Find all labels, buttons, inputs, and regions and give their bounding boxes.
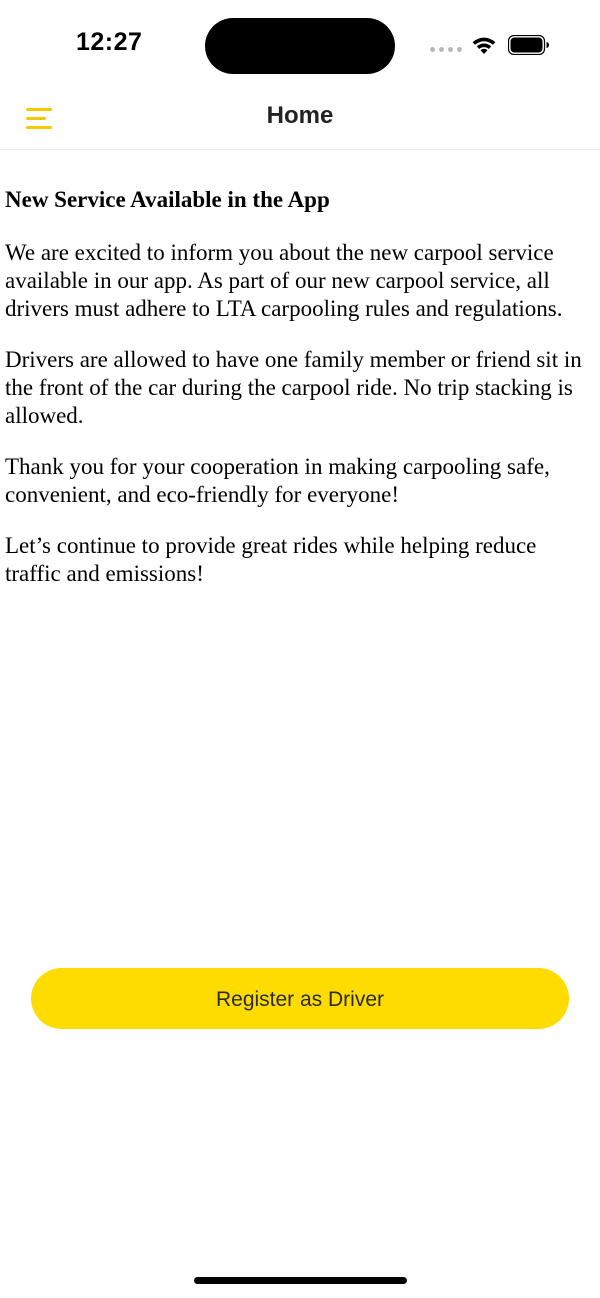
- dynamic-island: [205, 18, 395, 74]
- article-paragraph: Drivers are allowed to have one family member or friend sit in the front of the car during the carpool ride. No trip stacking is allowed.: [5, 347, 582, 428]
- wifi-icon: [470, 34, 498, 56]
- article-paragraph: Thank you for your cooperation in making carpooling safe, convenient, and eco-friendly for everyone!: [5, 454, 550, 507]
- status-time: 12:27: [76, 28, 143, 56]
- page-title: Home: [266, 102, 334, 129]
- article-paragraph: We are excited to inform you about the new carpool service available in our app. As part of our new carpool service, all drivers must adhere to LTA carpooling rules and regulations.: [5, 240, 563, 321]
- register-as-driver-button[interactable]: Register as Driver: [31, 968, 569, 1029]
- battery-icon: [508, 35, 550, 55]
- announcement-article: [5, 184, 597, 611]
- article-paragraph: Let’s continue to provide great rides while helping reduce traffic and emissions!: [5, 533, 537, 586]
- signal-dots-icon: [430, 47, 462, 52]
- status-bar: [0, 0, 600, 90]
- nav-bar: [0, 90, 600, 150]
- article-title: New Service Available in the App: [5, 187, 330, 212]
- home-indicator: [194, 1277, 407, 1284]
